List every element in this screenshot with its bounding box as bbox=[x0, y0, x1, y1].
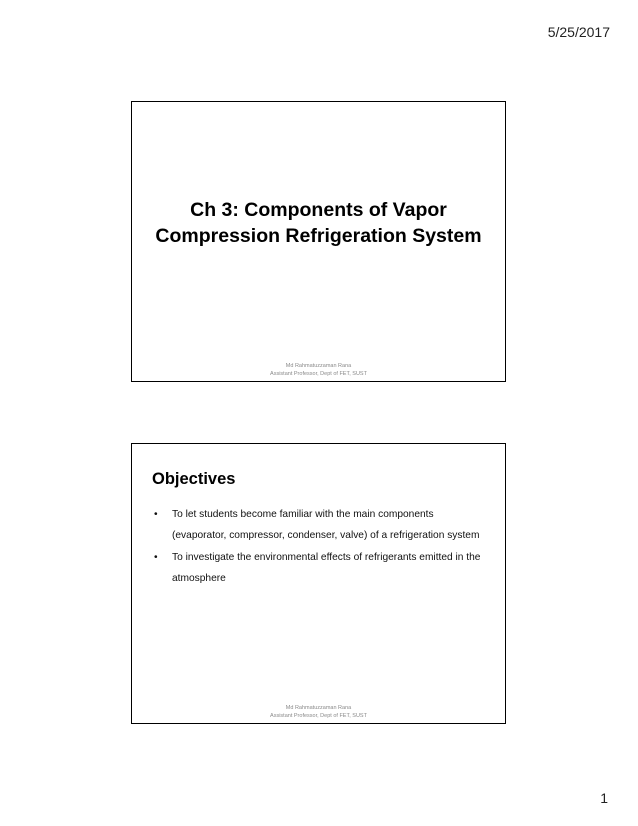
slide-heading: Objectives bbox=[152, 470, 236, 488]
list-item bbox=[152, 504, 487, 546]
slide-objectives bbox=[131, 443, 506, 724]
page-number: 1 bbox=[600, 790, 608, 806]
title-line-2: Compression Refrigeration System bbox=[155, 225, 482, 247]
slide-title bbox=[131, 101, 506, 382]
footer-author: Md Rahmatuzzaman Rana bbox=[285, 363, 352, 369]
slide-footer bbox=[132, 704, 505, 720]
slide-footer bbox=[132, 362, 505, 378]
footer-affiliation: Assistant Professor, Dept of FET, SUST bbox=[270, 371, 367, 377]
bullet-icon: • bbox=[154, 509, 158, 520]
list-item-text: To investigate the environmental effects of refrigerants emitted in the atmosphere bbox=[172, 552, 481, 584]
list-item bbox=[152, 547, 487, 589]
slide-title-text bbox=[132, 197, 505, 249]
footer-affiliation: Assistant Professor, Dept of FET, SUST bbox=[270, 713, 367, 719]
bullet-icon: • bbox=[154, 552, 158, 563]
objectives-list bbox=[152, 504, 487, 590]
title-line-1: Ch 3: Components of Vapor bbox=[190, 199, 447, 221]
footer-author: Md Rahmatuzzaman Rana bbox=[285, 705, 352, 711]
handout-date: 5/25/2017 bbox=[547, 24, 610, 40]
list-item-text: To let students become familiar with the main components (evaporator, compressor, condenser, valve) of a refrigeration system bbox=[172, 509, 480, 541]
